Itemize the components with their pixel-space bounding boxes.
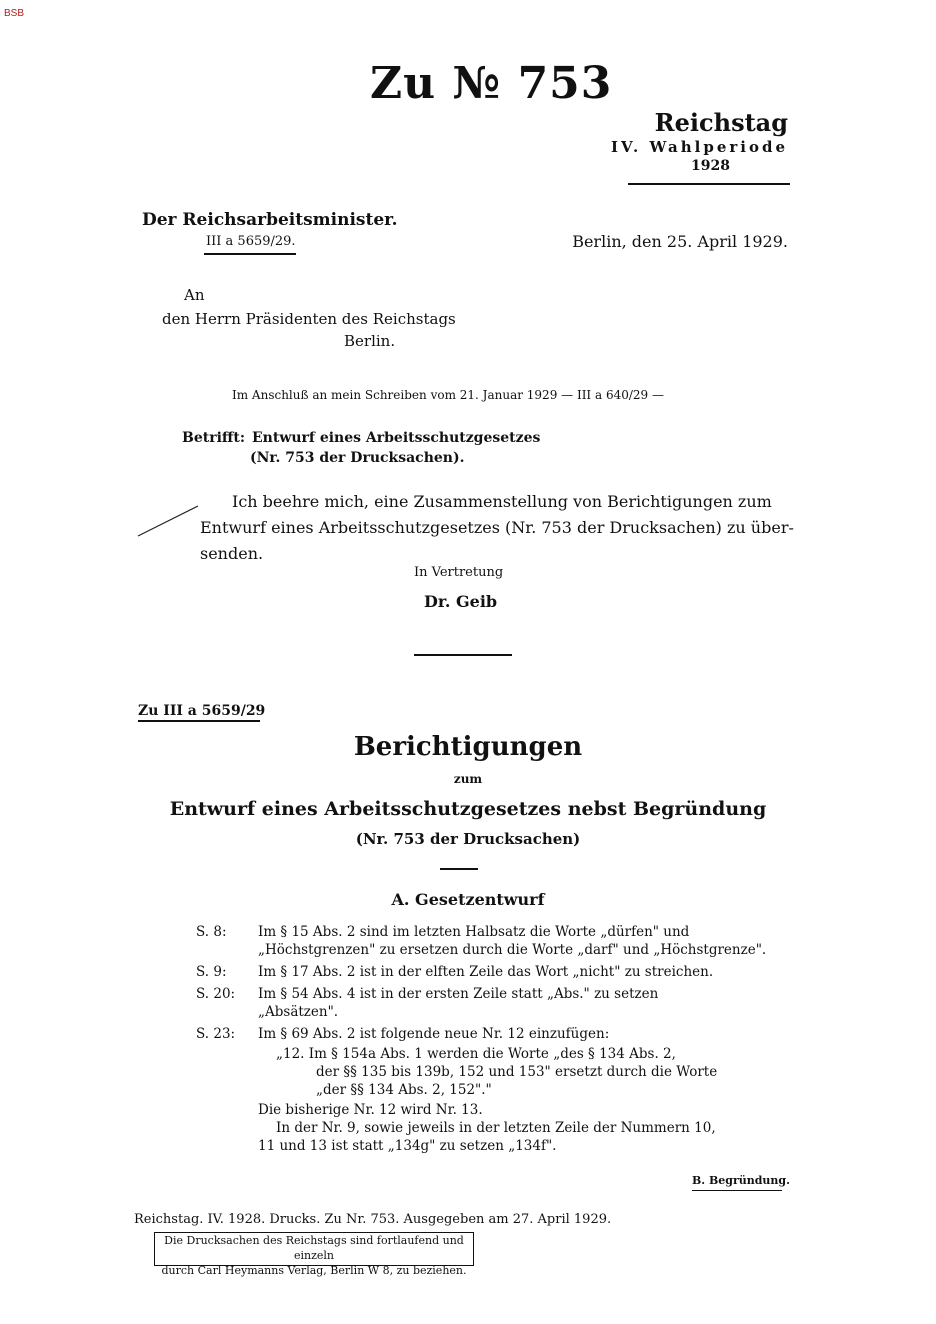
entry-text-4a: Im § 69 Abs. 2 ist folgende neue Nr. 12 einzufügen: <box>258 1026 610 1042</box>
signature-name: Dr. Geib <box>424 592 498 611</box>
body-line-1: Ich beehre mich, eine Zusammenstellung von Berichtigungen zum <box>232 492 772 511</box>
next-section-label: B. Begründung. <box>692 1174 790 1187</box>
footer-box-line-2: durch Carl Heymanns Verlag, Berlin W 8, zu beziehen. <box>161 1264 467 1277</box>
corrections-reference: Zu III a 5659/29 <box>138 703 266 719</box>
entry-text-2a: Im § 17 Abs. 2 ist in der elften Zeile das Wort „nicht" zu streichen. <box>258 964 714 980</box>
footer-line: Reichstag. IV. 1928. Drucks. Zu Nr. 753. Ausgegeben am 27. April 1929. <box>134 1212 612 1227</box>
body-line-2: Entwurf eines Arbeitsschutzgesetzes (Nr. 753 der Drucksachen) zu über- <box>200 518 794 537</box>
watermark-label: BSB <box>4 8 25 19</box>
corrections-reference-underline <box>138 720 260 722</box>
institution-name: Reichstag <box>654 108 788 137</box>
body-line-3: senden. <box>200 544 264 563</box>
recipient-line-1: An <box>184 286 205 304</box>
corrections-subtitle-small: zum <box>453 772 483 786</box>
subject-line-1: Entwurf eines Arbeitsschutzgesetzes <box>252 430 541 446</box>
footer-box <box>154 1232 474 1277</box>
quote-line-1: „12. Im § 154a Abs. 1 werden die Worte „des § 134 Abs. 2, <box>276 1046 676 1062</box>
after-line-3: 11 und 13 ist statt „134g" zu setzen „134f". <box>258 1138 557 1154</box>
recipient-line-2: den Herrn Präsidenten des Reichstags <box>162 310 456 328</box>
section-divider <box>414 654 512 656</box>
entry-page-1: S. 8: <box>196 924 227 940</box>
after-line-2: In der Nr. 9, sowie jeweils in der letzten Zeile der Nummern 10, <box>276 1120 716 1136</box>
section-a-heading: A. Gesetzentwurf <box>391 890 545 909</box>
margin-stroke <box>136 504 200 538</box>
after-line-1: Die bisherige Nr. 12 wird Nr. 13. <box>258 1102 483 1118</box>
period-year: 1928 <box>691 158 730 174</box>
recipient-line-3: Berlin. <box>344 332 396 350</box>
entry-page-3: S. 20: <box>196 986 236 1002</box>
subject-label: Betrifft: <box>182 430 246 446</box>
next-section-underline <box>692 1190 782 1191</box>
entry-page-4: S. 23: <box>196 1026 236 1042</box>
corrections-title: Berichtigungen <box>353 732 583 762</box>
header-rule <box>628 183 790 185</box>
sender-title: Der Reichsarbeitsminister. <box>142 210 398 230</box>
signature-prefix: In Vertretung <box>414 565 504 580</box>
document-number: Zu № 753 <box>370 58 613 109</box>
title-divider <box>440 868 478 870</box>
legislative-period: IV. Wahlperiode <box>610 138 788 156</box>
entry-text-1b: „Höchstgrenzen" zu ersetzen durch die Worte „darf" und „Höchstgrenze". <box>258 942 767 958</box>
quote-line-3: „der §§ 134 Abs. 2, 152"." <box>316 1082 492 1098</box>
sender-reference: III a 5659/29. <box>206 234 296 249</box>
subject-line-2: (Nr. 753 der Drucksachen). <box>250 450 465 466</box>
entry-text-3b: „Absätzen". <box>258 1004 339 1020</box>
corrections-subtitle-2: (Nr. 753 der Drucksachen) <box>355 830 581 848</box>
corrections-subtitle: Entwurf eines Arbeitsschutzgesetzes nebst Begründung <box>169 798 767 820</box>
reference-line: Im Anschluß an mein Schreiben vom 21. Januar 1929 — III a 640/29 — <box>232 388 664 402</box>
entry-page-2: S. 9: <box>196 964 227 980</box>
footer-box-line-1: Die Drucksachen des Reichstags sind fortlaufend und einzeln <box>164 1234 464 1262</box>
entry-text-3a: Im § 54 Abs. 4 ist in der ersten Zeile statt „Abs." zu setzen <box>258 986 659 1002</box>
quote-line-2: der §§ 135 bis 139b, 152 und 153" ersetzt durch die Worte <box>316 1064 718 1080</box>
entry-text-1a: Im § 15 Abs. 2 sind im letzten Halbsatz die Worte „dürfen" und <box>258 924 690 940</box>
place-date: Berlin, den 25. April 1929. <box>572 232 788 251</box>
reference-underline <box>204 253 296 255</box>
